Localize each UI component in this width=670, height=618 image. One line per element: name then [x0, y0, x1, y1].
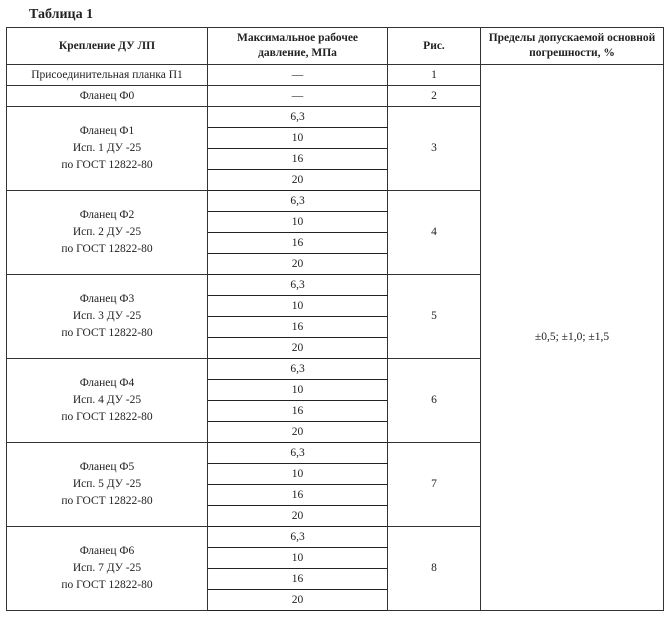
- flange-line2: Исп. 1 ДУ -25: [72, 142, 142, 154]
- header-pressure: Максимальное рабочее давление, МПа: [208, 28, 388, 65]
- flange-line2: Исп. 7 ДУ -25: [72, 562, 142, 574]
- table-row: [7, 65, 664, 86]
- flange-line3: по ГОСТ 12822-80: [61, 579, 153, 591]
- pressure-cell: 16: [208, 569, 388, 590]
- pressure-cell: 16: [208, 233, 388, 254]
- flange-mount-cell: [7, 359, 208, 443]
- fig-cell: 8: [388, 527, 481, 611]
- fig-cell: 5: [388, 275, 481, 359]
- pressure-cell: —: [208, 86, 388, 107]
- header-row: [7, 28, 664, 65]
- flange-line1: Фланец Ф1: [79, 125, 135, 137]
- pressure-cell: 16: [208, 485, 388, 506]
- fig-cell: 3: [388, 107, 481, 191]
- flange-line3: по ГОСТ 12822-80: [61, 495, 153, 507]
- flange-line1: Фланец Ф5: [79, 461, 135, 473]
- pressure-cell: 16: [208, 317, 388, 338]
- flange-line2: Исп. 4 ДУ -25: [72, 394, 142, 406]
- fig-cell: 6: [388, 359, 481, 443]
- flange-line1: Фланец Ф6: [79, 545, 135, 557]
- pressure-cell: 10: [208, 296, 388, 317]
- header-error: Пределы допускаемой основной погрешности, %: [481, 28, 664, 65]
- pressure-cell: 10: [208, 212, 388, 233]
- flange-line1: Фланец Ф4: [79, 377, 135, 389]
- flange-line3: по ГОСТ 12822-80: [61, 243, 153, 255]
- flange-line3: по ГОСТ 12822-80: [61, 159, 153, 171]
- spec-table: [6, 27, 664, 611]
- header-fig: Рис.: [388, 28, 481, 65]
- flange-line2: Исп. 3 ДУ -25: [72, 310, 142, 322]
- pressure-cell: 20: [208, 422, 388, 443]
- pressure-cell: 10: [208, 548, 388, 569]
- pressure-cell: 16: [208, 149, 388, 170]
- fig-cell: 4: [388, 191, 481, 275]
- pressure-cell: 20: [208, 506, 388, 527]
- pressure-cell: 10: [208, 128, 388, 149]
- pressure-cell: 10: [208, 464, 388, 485]
- pressure-cell: 6,3: [208, 275, 388, 296]
- pressure-cell: —: [208, 65, 388, 86]
- flange-mount-cell: [7, 191, 208, 275]
- pressure-cell: 20: [208, 170, 388, 191]
- pressure-cell: 6,3: [208, 191, 388, 212]
- fig-cell: 2: [388, 86, 481, 107]
- error-cell: ±0,5; ±1,0; ±1,5: [481, 65, 664, 611]
- pressure-cell: 20: [208, 590, 388, 611]
- table-body: [7, 65, 664, 611]
- pressure-cell: 6,3: [208, 527, 388, 548]
- flange-line3: по ГОСТ 12822-80: [61, 411, 153, 423]
- pressure-cell: 6,3: [208, 107, 388, 128]
- header-mount: Крепление ДУ ЛП: [7, 28, 208, 65]
- flange-line1: Фланец Ф2: [79, 209, 135, 221]
- flange-line2: Исп. 2 ДУ -25: [72, 226, 142, 238]
- mount-cell: Присоединительная планка П1: [7, 65, 208, 86]
- fig-cell: 7: [388, 443, 481, 527]
- flange-line2: Исп. 5 ДУ -25: [72, 478, 142, 490]
- flange-mount-cell: [7, 527, 208, 611]
- flange-line1: Фланец Ф3: [79, 293, 135, 305]
- flange-mount-cell: [7, 443, 208, 527]
- pressure-cell: 20: [208, 254, 388, 275]
- flange-mount-cell: [7, 107, 208, 191]
- table-caption: Таблица 1: [29, 7, 94, 22]
- flange-mount-cell: [7, 275, 208, 359]
- pressure-cell: 6,3: [208, 359, 388, 380]
- fig-cell: 1: [388, 65, 481, 86]
- pressure-cell: 16: [208, 401, 388, 422]
- pressure-cell: 10: [208, 380, 388, 401]
- flange-line3: по ГОСТ 12822-80: [61, 327, 153, 339]
- mount-cell: Фланец Ф0: [7, 86, 208, 107]
- pressure-cell: 20: [208, 338, 388, 359]
- pressure-cell: 6,3: [208, 443, 388, 464]
